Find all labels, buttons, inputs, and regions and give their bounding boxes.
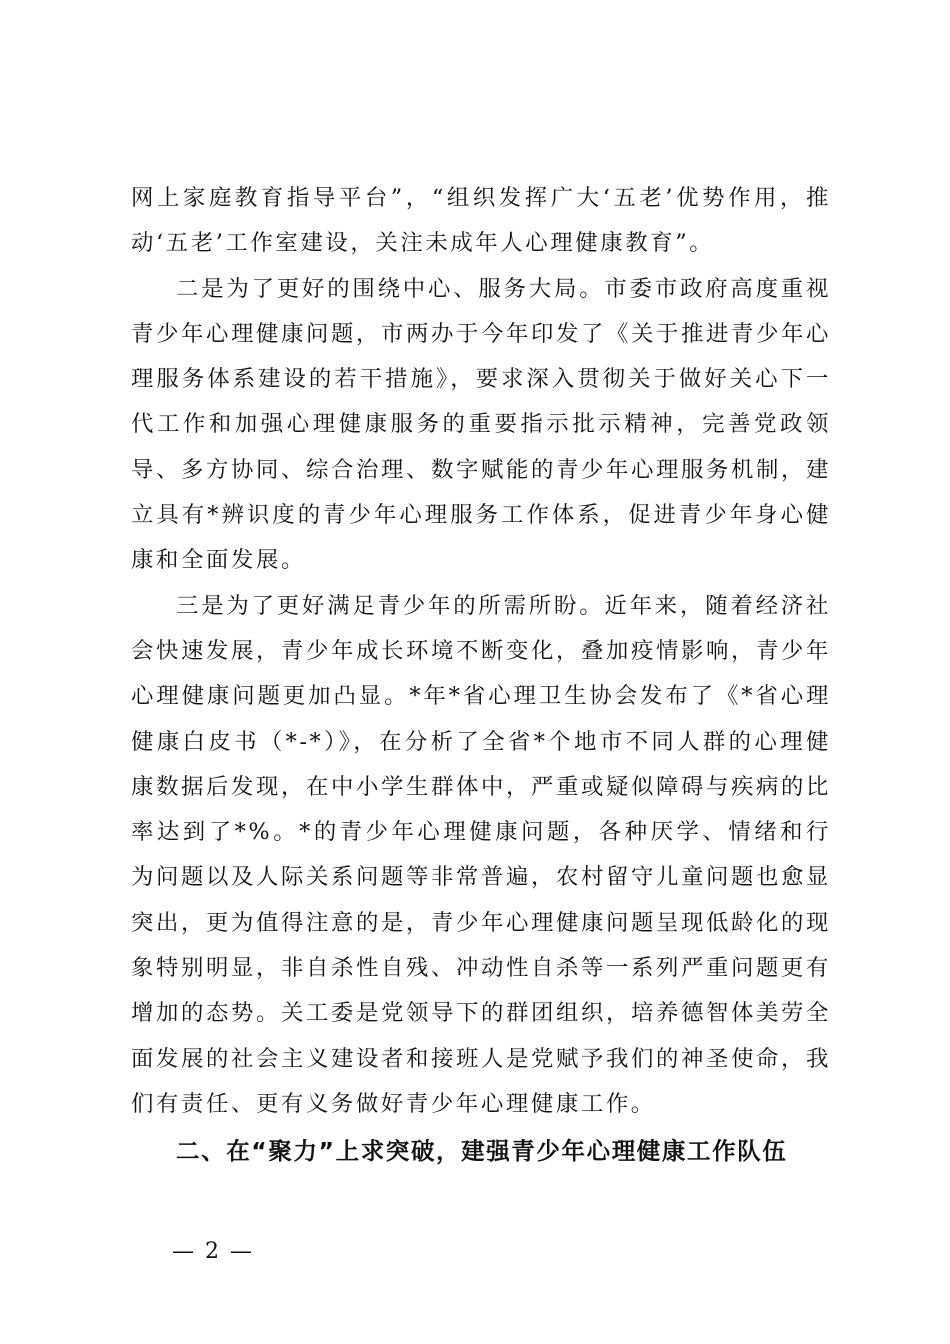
paragraph-continued: 网上家庭教育指导平台”，“组织发挥广大‘五老’优势作用，推动‘五老’工作室建设，关注未成年人心理健康教育”。 [131,185,831,257]
page-number: — 2 — [172,1239,254,1264]
paragraph-second-point: 二是为了更好的围绕中心、服务大局。市委市政府高度重视青少年心理健康问题，市两办于今年印发了《关于推进青少年心理服务体系建设的若干措施》，要求深入贯彻关于做好关心下一代工作和加强心理健康服务的重要指示批示精神，完善党政领导、多方协同、综合治理、数字赋能的青少年心理服务机制，建立具有*辨识度的青少年心理服务工作体系，促进青少年身心健康和全面发展。 [131,275,831,574]
section-heading: 二、在“聚力”上求突破，建强青少年心理健康工作队伍 [176,1137,788,1166]
document-body [131,176,831,1174]
paragraph-third-point: 三是为了更好满足青少年的所需所盼。近年来，随着经济社会快速发展，青少年成长环境不断变化，叠加疫情影响，青少年心理健康问题更加凸显。*年*省心理卫生协会发布了《*省心理健康白皮书（*-*）》，在分析了全省*个地市不同人群的心理健康数据后发现，在中小学生群体中，严重或疑似障碍与疾病的比率达到了*%。*的青少年心理健康问题，各种厌学、情绪和行为问题以及人际关系问题等非常普遍，农村留守儿童问题也愈显突出，更为值得注意的是，青少年心理健康问题呈现低龄化的现象特别明显，非自杀性自残、冲动性自杀等一系列严重问题更有增加的态势。关工委是党领导下的群团组织，培养德智体美劳全面发展的社会主义建设者和接班人是党赋予我们的神圣使命，我们有责任、更有义务做好青少年心理健康工作。 [131,592,831,1117]
